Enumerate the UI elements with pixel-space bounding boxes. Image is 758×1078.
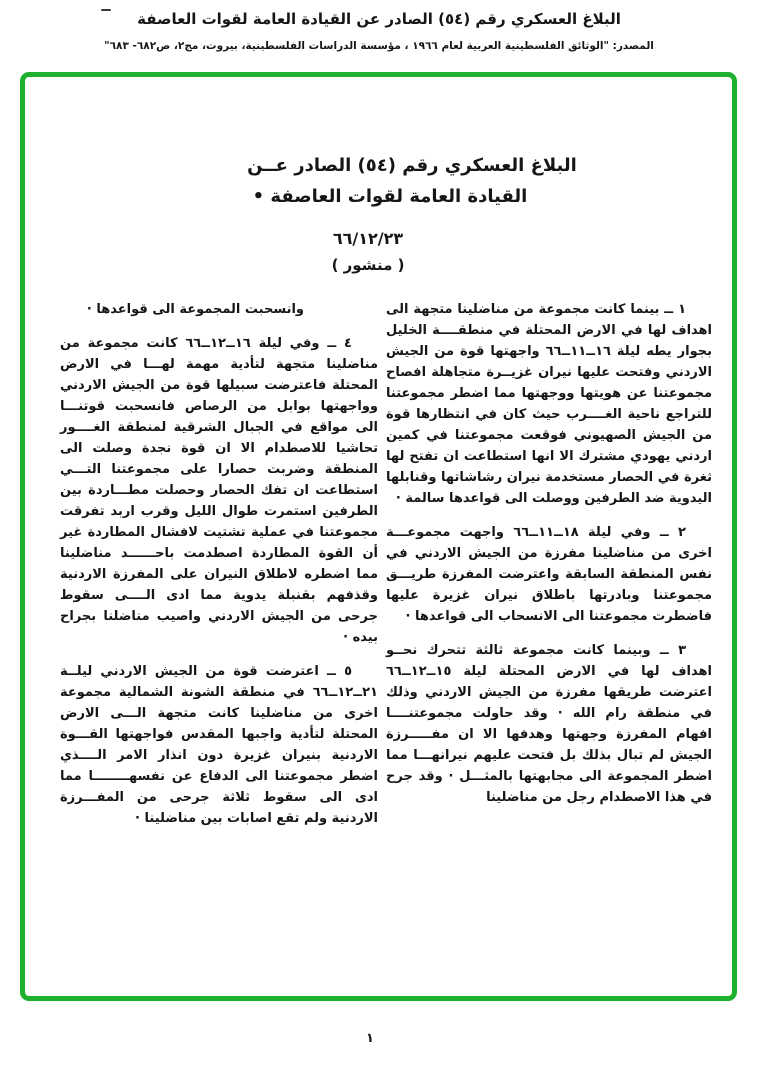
page-header-title: البلاغ العسكري رقم (٥٤) الصادر عن القيادة العامة لقوات العاصفة xyxy=(137,10,621,28)
text-column-left xyxy=(60,299,378,842)
communique-title xyxy=(160,150,620,212)
communique-title-line1: البلاغ العسكري رقم (٥٤) الصادر عــن xyxy=(247,155,577,176)
paragraph-2: ٢ ــ وفي ليلة ١٨ــ١١ــ٦٦ واجهت مجموعـــة اخرى من مناضلينا مفرزة من الجيش الاردني في نفس المنطقة السابقة واعترضت المفرزة طريـــق مجموعتنا وبادرتها باطلاق نيران غزيرة عليها فاضطرت مجموعتنا الى الانسحاب الى قواعدها · xyxy=(386,525,712,624)
paragraph-1: ١ ــ بينما كانت مجموعة من مناضلينا متجهة الى اهداف لها في الارض المحتلة في منطقــــة الخليل بجوار يطه ليلة ١٦ــ١١ــ٦٦ واجهتها قوة من الجيش الاردني وفتحت عليها نيران غزيــرة متجاهلة افصاح مجموعتنا عن هويتها ووجهتها مما اضطر مجموعتنا للتراجع ناحية الغــــرب حيث كان في انتظارها قوة من الجيش الصهيوني فوقعت مجموعتنا في كمين اردني يهودي مشترك الا انها استطاعت ان تفتح لها ثغرة في الحصار مستخدمة نيران رشاشاتها وقنابلها اليدوية ضد الطرفين ووصلت الى قواعدها سالمة · xyxy=(386,302,712,506)
communique-date: ٦٦/١٢/٢٣ xyxy=(332,229,404,248)
communique-title-line2: القيادة العامة لقوات العاصفة • xyxy=(252,186,528,207)
paragraph-5: ٥ ــ اعترضت قوة من الجيش الاردني ليلــة ٢١ــ١٢ــ٦٦ في منطقة الشونة الشمالية مجموعة اخرى من مناضلينا كانت متجهة الـــى الارض المحتلة لتأدية واجبها المقدس فواجهتها القـــوة الاردنية بنيران غزيرة دون انذار الامر الــــذي اضطر مجموعتنا الى الدفاع عن نفسهــــــــا مما ادى الى سقوط ثلاثة جرحى من المفـــرزة الاردنية ولم تقع اصابات بين مناضلينا · xyxy=(60,664,378,826)
publication-status-label: ( منشور ) xyxy=(331,256,405,274)
paragraph-4: ٤ ــ وفي ليلة ١٦ــ١٢ــ٦٦ كانت مجموعة من مناضلينا متجهة لتأدية مهمة لهـــا في الارض المحتلة فاعترضت سبيلها قوة من الجيش الاردني وواجهتها بوابل من الرصاص فانسحبت قوتنـــا الى مواقع في الجبال الشرقية لمنطقة الغــــور تحاشيا للاصطدام الا ان قوة نجدة وصلت الى المنطقة وضربت حصارا على مجموعتنا التـــي استطاعت ان تفك الحصار وحصلت مطـــاردة بين الطرفين استمرت طوال الليل وقرب اربد تفرقت مجموعتنا في عملية تشتيت لافشال المطاردة غير أن القوة المطاردة اصطدمت باحــــــد مناضلينا مما اضطره لاطلاق النيران على المفرزة الاردنية وقذفهم بقنبلة يدوية مما ادى الــــى سقوط جرحى من الجيش الاردني واصيب مناضلنا بجراح بيده · xyxy=(60,336,378,645)
text-column-right xyxy=(386,299,712,821)
page-header-source-citation: المصدر: "الوثائق الفلسطينية العربية لعام ١٩٦٦ ، مؤسسة الدراسات الفلسطينية، بيروت، مج٢، ص٦٨٢- ٦٨٣" xyxy=(104,40,654,52)
paragraph-3-continuation: وانسحبت المجموعة الى قواعدها · xyxy=(86,302,304,317)
page-number: ١ xyxy=(366,1031,374,1046)
paragraph-3: ٣ ــ وبينما كانت مجموعة ثالثة تتحرك نحــو اهداف لها في الارض المحتلة ليلة ١٥ــ١٢ــ٦٦ اعترضت طريقها مفرزة من الجيش الاردني وذلك في منطقة رام الله · وقد حاولت مجموعتنــــا افهام المفرزة وجهتها وهدفها الا ان مفـــــرزة الجيش لم تبال بذلك بل فتحت عليهم نيرانهـــا مما اضطر المجموعة الى مجابهتها بالمثـــل · وقد جرح في هذا الاصطدام رجل من مناضلينا xyxy=(386,643,712,805)
